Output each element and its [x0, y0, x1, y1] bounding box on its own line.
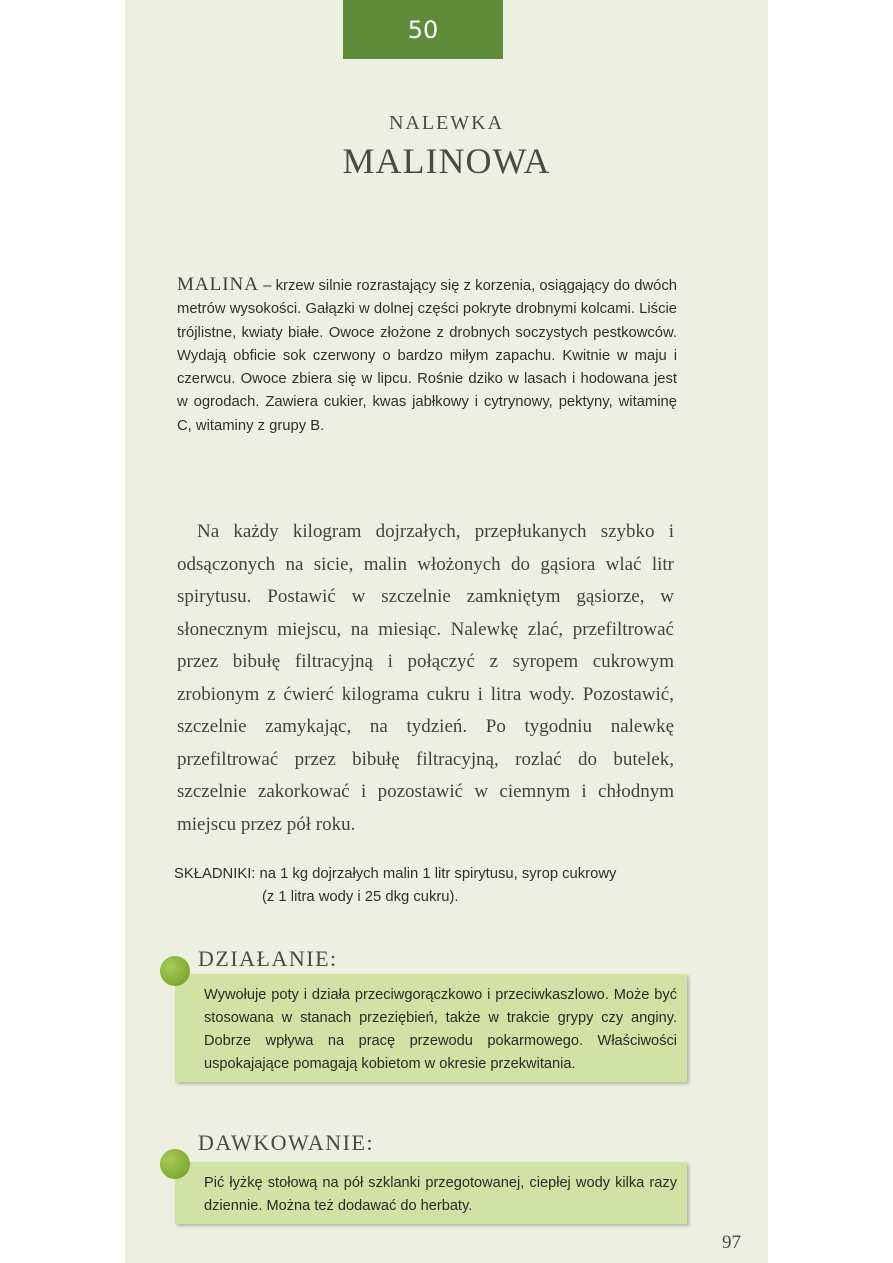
recipe-paragraph: Na każdy kilogram dojrzałych, przepłukanych szybko i odsączonych na sicie, malin włożonych do gąsiora wlać litr spirytusu. Postawić w szczelnie zamkniętym gąsiorze, w słonecznym miejscu, na miesiąc. Nalewkę zlać, przefiltrować przez bibułę filtracyjną i połączyć z syropem cukrowym zrobionym z ćwierć kilograma cukru i litra wody. Pozostawić, szczelnie zamykając, na tydzień. Po tygodniu nalewkę przefiltrować przez bibułę filtracyjną, rozlać do butelek, szczelnie zakorkować i pozostawić w ciemnym i chłodnym miejscu przez pół roku.: [177, 521, 674, 835]
intro-text: – krzew silnie rozrastający się z korzenia, osiągający do dwóch metrów wysokości. Gałązki w dolnej części pokryte drobnymi kolcami. Liście trójlistne, kwiaty białe. Owoce złożone z drobnych soczystych pestkowców. Wydają obficie sok czerwony o bardzo miłym zapachu. Kwitnie w maju i czerwcu. Owoce zbiera się w lipcu. Rośnie dziko w lasach i hodowana jest w ogrodach. Zawiera cukier, kwas jabłkowy i cytrynowy, pektyny, witaminę C, witaminy z grupy B.: [177, 278, 677, 434]
title-line-2: MALINOWA: [342, 141, 551, 181]
dosage-text: Pić łyżkę stołową na pół szklanki przegotowanej, ciepłej wody kilka razy dziennie. Można też dodawać do herbaty.: [204, 1175, 677, 1214]
action-bullet-icon: [160, 956, 190, 986]
book-page: [125, 0, 768, 1263]
dosage-bullet-icon: [160, 1149, 190, 1179]
ingredients-line-2: (z 1 litra wody i 25 dkg cukru).: [262, 889, 459, 905]
ingredients: [174, 863, 684, 909]
dosage-box: [175, 1162, 687, 1224]
action-heading: DZIAŁANIE:: [198, 946, 338, 971]
page-number: 97: [722, 1232, 741, 1253]
intro-term: MALINA: [177, 274, 259, 295]
title-line-1: NALEWKA: [388, 112, 505, 134]
ingredients-line-1: SKŁADNIKI: na 1 kg dojrzałych malin 1 litr spirytusu, syrop cukrowy: [174, 866, 617, 882]
action-box: [175, 974, 687, 1082]
intro-paragraph: [177, 274, 677, 438]
dosage-heading: DAWKOWANIE:: [198, 1130, 375, 1155]
action-text: Wywołuje poty i działa przeciwgorączkowo i przeciwkaszlowo. Może być stosowana w stanach przeziębień, także w trakcie grypy czy anginy. Dobrze wpływa na pracę przewodu pokarmowego. Właściwości uspokajające pomagają kobietom w okresie przekwitania.: [204, 987, 677, 1072]
recipe-number-badge: 50: [343, 0, 503, 59]
